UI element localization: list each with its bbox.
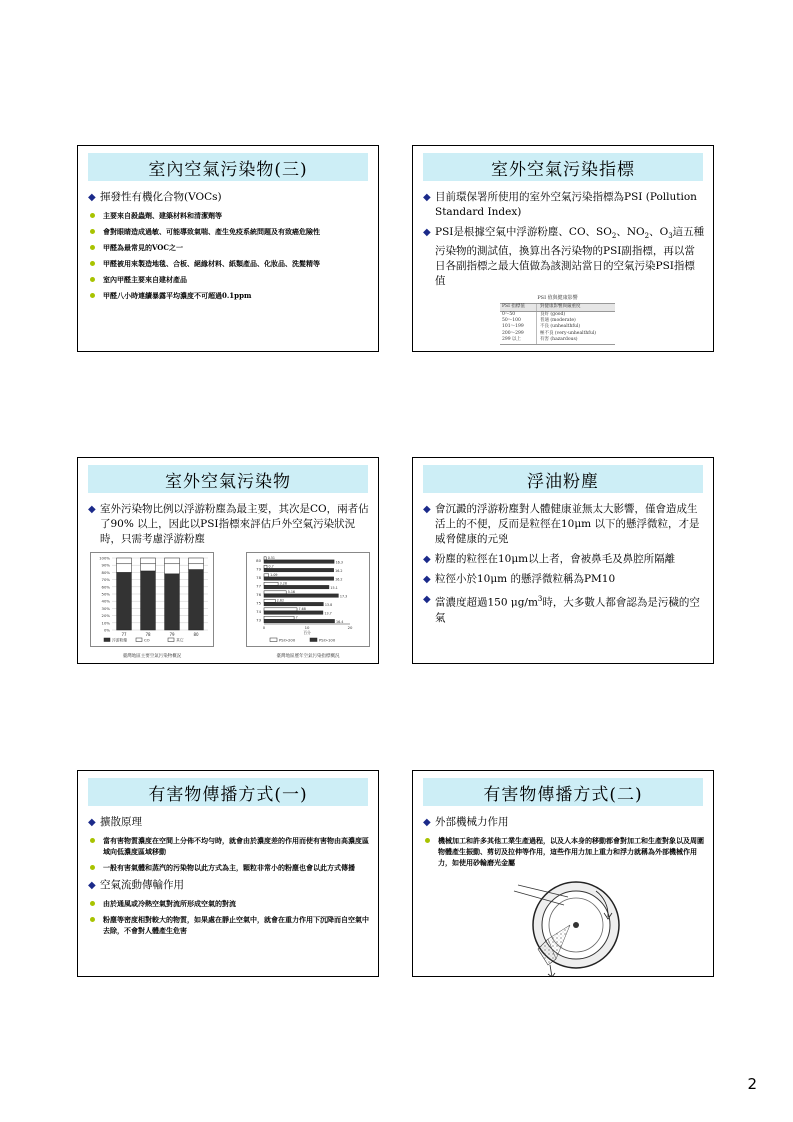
sub-bullet: 室內甲醛主要來自建材產品 <box>90 274 370 285</box>
bar-psi100 <box>264 594 338 597</box>
bullet-psi-intro: ◆ 目前環保署所使用的室外空氣污染指標為PSI (Pollution Standard Index) <box>423 191 697 218</box>
sub-bullet: 機械加工和許多其他工業生產過程，以及人本身的移動都會對加工和生產對象以及周圍物體產生振動、剪切及拉伸等作用，這些作用力加上重力和浮力就稱為外部機械作用力，如使用砂輪磨光金屬 <box>425 835 705 868</box>
diamond-bullet-icon: ◆ <box>88 880 96 891</box>
slide-title: 有害物傳播方式(一) <box>88 778 368 806</box>
stacked-bar-chart <box>90 552 214 647</box>
slide-title: 室內空氣污染物(三) <box>88 153 368 181</box>
diamond-bullet-icon: ◆ <box>423 192 431 203</box>
bar-segment <box>165 558 180 564</box>
sub-bullet: 甲醛為最常見的VOC之一 <box>90 242 370 253</box>
data-label: 15.1 <box>330 585 338 590</box>
bar-segment <box>117 558 132 564</box>
bar-psi200 <box>264 582 278 585</box>
bullet-diffusion: ◆ 擴散原理 <box>88 816 142 828</box>
psi-health-table <box>500 294 615 344</box>
data-label: 0.7 <box>268 564 274 569</box>
bar-psi100 <box>264 619 335 622</box>
data-label: 13.8 <box>324 602 333 607</box>
y-tick-label: 20% <box>101 613 110 619</box>
horizontal-bar-chart <box>246 552 370 647</box>
bar-psi100 <box>264 602 323 605</box>
data-label: 16.3 <box>335 560 343 565</box>
bullet-mechanical-force: ◆ 外部機械力作用 <box>423 816 509 828</box>
table-header-row: PSI 指標值 對健康影響與嚴重度 <box>500 303 615 311</box>
diamond-bullet-icon: ◆ <box>423 504 431 515</box>
y-tick-label: 90% <box>101 562 110 568</box>
x-tick-label: 78 <box>145 632 151 637</box>
slide-title: 浮油粉塵 <box>423 465 703 493</box>
dot-bullet-icon <box>90 293 95 298</box>
dot-bullet-icon <box>90 901 95 906</box>
table-row: 101～199 不良 (unhealthful) <box>502 324 581 330</box>
x-tick-label: 80 <box>193 632 199 637</box>
page-number: 2 <box>747 1075 757 1093</box>
y-tick-label: 60% <box>101 584 110 590</box>
x-tick-label: 10 <box>304 625 310 630</box>
legend-label: 其它 <box>176 637 184 643</box>
y-tick-label: 0% <box>103 627 110 633</box>
data-label: 7.68 <box>298 607 306 612</box>
bar-psi100 <box>264 560 334 563</box>
data-label: 0.51 <box>267 556 276 561</box>
data-label: 16.2 <box>335 577 343 582</box>
dot-bullet-icon <box>90 213 95 218</box>
sub-bullet: 當有害物質濃度在空間上分佈不均勻時，就會由於濃度差的作用而使有害物由高濃度區域向低濃度區域移動 <box>90 835 370 857</box>
legend-label: PSI>200 <box>279 637 296 643</box>
data-label: 16.4 <box>336 619 344 624</box>
legend-swatch <box>104 638 110 642</box>
bullet-pm10: ◆ 粒徑小於10μm 的懸浮微粒稱為PM10 <box>423 573 616 585</box>
slide-spread-methods-2 <box>412 770 714 977</box>
bar-psi200 <box>264 608 297 611</box>
table-row: 299 以上 有害 (hazardous) <box>500 337 615 344</box>
sub-bullet: 一般有害氣體和蒸汽的污染物以此方式為主，顆粒非常小的粉塵也會以此方式傳播 <box>90 862 370 873</box>
bullet-settling-dust: ◆ 會沉澱的浮游粉塵對人體健康並無太大影響，僅會造成生活上的不便，反而是粒徑在10μm 以下的懸浮微粒，才是威脅健康的元兇 <box>423 503 700 545</box>
data-label: 3.28 <box>279 581 287 586</box>
dot-bullet-icon <box>90 245 95 250</box>
chart-main-pollutants <box>90 552 214 659</box>
y-tick-label: 73 <box>256 617 261 623</box>
chart-caption: 臺灣地區歷年空氣污染指標概況 <box>276 654 340 659</box>
table-row: 0～50 良好 (good) <box>502 311 566 317</box>
bar-psi100 <box>264 585 329 588</box>
legend-label: CO <box>144 637 150 643</box>
y-tick-label: 50% <box>101 591 110 597</box>
legend-swatch <box>270 638 277 642</box>
legend-label: 浮游粉塵 <box>112 637 128 643</box>
bar-segment <box>141 564 156 571</box>
y-tick-label: 30% <box>101 605 110 611</box>
bar-segment <box>141 571 156 630</box>
bar-segment <box>165 564 180 574</box>
y-tick-label: 77 <box>256 583 261 589</box>
diamond-bullet-icon: ◆ <box>423 817 431 828</box>
bullet-psi-definition: ◆ PSI是根據空氣中浮游粉塵、CO、$SO_2$、$NO_2$、$O_3$這五種污染物的測試值，換算出各污染物的PSI副指標，再以當日各副指標之最大值做為該測站當日的空氣污染PSI指標值 <box>423 226 705 288</box>
diamond-bullet-icon: ◆ <box>88 504 96 515</box>
y-tick-label: 80% <box>101 569 110 575</box>
y-tick-label: 75 <box>256 600 261 606</box>
bullet-vocs: ◆ 揮發性有機化合物(VOCs) <box>88 191 222 203</box>
bar-psi200 <box>264 591 286 594</box>
bar-psi200 <box>264 574 269 577</box>
y-tick-label: 74 <box>256 608 261 614</box>
sub-bullet: 由於通風或冷熱空氣對流所形成空氣的對流 <box>90 898 370 909</box>
diamond-bullet-icon: ◆ <box>88 817 96 828</box>
slide-title: 有害物傳播方式(二) <box>423 778 703 806</box>
dot-bullet-icon <box>425 838 430 843</box>
bar-segment <box>189 558 204 564</box>
table-row: 50～100 普通 (moderate) <box>502 317 576 323</box>
bar-psi100 <box>264 568 334 571</box>
bar-segment <box>189 570 204 630</box>
x-tick-label: 20 <box>347 625 353 630</box>
legend-label: PSI>100 <box>319 637 336 643</box>
x-axis-label: 百分 <box>303 630 311 635</box>
y-tick-label: 79 <box>256 566 261 572</box>
diamond-bullet-icon: ◆ <box>423 574 431 585</box>
slide-outdoor-pollution-index <box>412 145 714 352</box>
diamond-bullet-icon: ◆ <box>88 192 96 203</box>
slide-spread-methods-1 <box>77 770 379 977</box>
bar-segment <box>165 574 180 630</box>
diamond-bullet-icon: ◆ <box>423 227 431 238</box>
bullet-air-flow: ◆ 空氣流動傳輸作用 <box>88 879 184 891</box>
y-tick-label: 100% <box>99 555 110 561</box>
bar-segment <box>117 564 132 573</box>
bar-psi200 <box>264 565 267 568</box>
bullet-nasal-filter: ◆ 粉塵的粒徑在10μm以上者，會被鼻毛及鼻腔所隔離 <box>423 553 676 565</box>
sub-bullet: 甲醛八小時連續暴露平均濃度不可超過0.1ppm <box>90 290 370 301</box>
table-caption: PSI 值與健康影響 <box>537 295 578 302</box>
chart-psi-history <box>246 552 370 659</box>
y-tick-label: 80 <box>256 557 261 563</box>
sub-bullet: 粉塵等密度相對較大的物質，如果處在靜止空氣中，就會在重力作用下沉降而自空氣中去除，不會對人體產生危害 <box>90 914 370 936</box>
slide-title: 室外空氣污染物 <box>88 465 368 493</box>
x-tick-label: 79 <box>169 632 175 637</box>
slide-indoor-pollutants-3 <box>77 145 379 352</box>
dot-bullet-icon <box>90 838 95 843</box>
dot-bullet-icon <box>90 917 95 922</box>
sub-bullet: 甲醛被用來製造地毯、合板、絕緣材料、紙類產品、化妝品、洗髮精等 <box>90 258 370 269</box>
dot-bullet-icon <box>90 261 95 266</box>
sub-bullet: 會對眼睛造成過敏、可能導致氣喘、產生免疫系統問題及有致癌危險性 <box>90 226 370 237</box>
data-label: 7 <box>295 615 298 620</box>
sub-bullet: 主要來自殺蟲劑、建築材料和清潔劑等 <box>90 210 370 221</box>
table-row: 200～299 極不良 (very-unhealthful) <box>502 330 597 336</box>
bar-segment <box>117 572 132 630</box>
bar-psi200 <box>264 599 275 602</box>
bullet-outdoor-ratio: ◆ 室外污染物比例以浮游粉塵為最主要，其次是CO，兩者佔了90% 以上，因此以PSI指標來評估戶外空氣污染狀況時，只需考慮浮游粉塵 <box>88 503 369 545</box>
slide-floating-dust <box>412 457 714 664</box>
legend-swatch <box>310 638 317 642</box>
bar-psi100 <box>264 611 323 614</box>
y-tick-label: 78 <box>256 574 261 580</box>
legend-swatch <box>136 638 142 642</box>
x-tick-label: 77 <box>121 632 127 637</box>
y-tick-label: 76 <box>256 591 261 597</box>
data-label: 13.7 <box>324 611 332 616</box>
y-tick-label: 70% <box>101 577 110 583</box>
slide-title: 室外空氣污染指標 <box>423 153 703 181</box>
data-label: 17.3 <box>339 594 348 599</box>
slide-outdoor-pollutants <box>77 457 379 664</box>
bullet-concentration: ◆ 當濃度超過150 $\mu g/m^3$時，大多數人都會認為是污穢的空氣 <box>423 594 700 624</box>
grinding-wheel-illustration <box>508 877 638 977</box>
legend-swatch <box>168 638 174 642</box>
bar-segment <box>189 564 204 570</box>
data-label: 2.62 <box>276 598 285 603</box>
dot-bullet-icon <box>90 865 95 870</box>
data-label: 1.09 <box>270 573 278 578</box>
dot-bullet-icon <box>90 229 95 234</box>
y-tick-label: 40% <box>101 598 110 604</box>
bar-psi200 <box>264 616 294 619</box>
data-label: 16.2 <box>335 568 343 573</box>
bar-psi100 <box>264 577 334 580</box>
bar-segment <box>141 558 156 564</box>
y-tick-label: 10% <box>101 620 110 626</box>
data-label: 5.16 <box>287 590 296 595</box>
dot-bullet-icon <box>90 277 95 282</box>
chart-caption: 臺灣地區主要空氣污染物概況 <box>122 654 182 659</box>
bar-psi200 <box>264 557 266 560</box>
x-tick-label: 0 <box>262 625 266 630</box>
diamond-bullet-icon: ◆ <box>423 554 431 565</box>
diamond-bullet-icon: ◆ <box>423 594 431 605</box>
